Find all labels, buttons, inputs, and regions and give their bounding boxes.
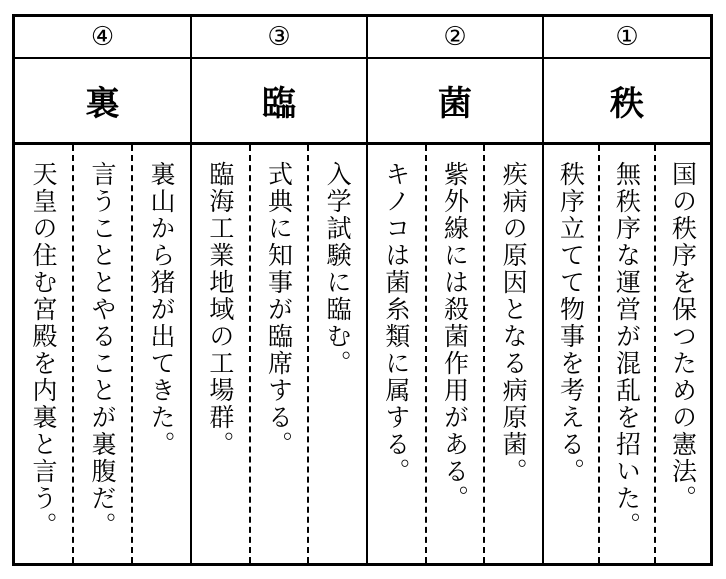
number-label: ① <box>615 22 639 52</box>
kanji-row <box>15 59 710 145</box>
sentence-column <box>15 145 72 563</box>
header-number-2 <box>366 17 542 57</box>
example-sentence: 無秩序な運営が混乱を招いた。 <box>612 161 642 539</box>
sentence-group-1 <box>542 145 710 563</box>
sentence-group-3 <box>190 145 366 563</box>
kanji-label: 菌 <box>438 84 472 124</box>
header-kanji-3 <box>190 59 366 142</box>
header-kanji-2 <box>366 59 542 142</box>
sentence-column <box>598 145 654 563</box>
sentence-column <box>249 145 308 563</box>
kanji-practice-sheet <box>12 14 713 566</box>
sentence-column <box>131 145 190 563</box>
example-sentence: キノコは菌糸類に属する。 <box>381 161 411 485</box>
sentence-group-2 <box>366 145 542 563</box>
sentence-column <box>192 145 249 563</box>
example-sentence: 紫外線には殺菌作用がある。 <box>440 161 470 512</box>
number-label: ④ <box>90 22 115 52</box>
header-number-1 <box>542 17 710 57</box>
example-sentence: 国の秩序を保つための憲法。 <box>668 161 698 512</box>
example-sentence: 式典に知事が臨席する。 <box>264 161 294 458</box>
example-sentence: 入学試験に臨む。 <box>323 161 353 377</box>
sentence-column <box>483 145 542 563</box>
sentence-column <box>307 145 366 563</box>
sentence-row <box>15 145 710 563</box>
example-sentence: 臨海工業地域の工場群。 <box>205 161 235 458</box>
kanji-label: 秩 <box>610 84 644 124</box>
header-number-3 <box>190 17 366 57</box>
kanji-label: 裏 <box>85 84 120 124</box>
sentence-column <box>368 145 425 563</box>
example-sentence: 裏山から猪が出てきた。 <box>147 161 176 458</box>
example-sentence: 言うこととやることが裏腹だ。 <box>88 161 117 539</box>
number-row <box>15 17 710 59</box>
header-kanji-4 <box>15 59 190 142</box>
number-label: ② <box>443 22 467 52</box>
number-label: ③ <box>267 22 291 52</box>
example-sentence: 天皇の住む宮殿を内裏と言う。 <box>29 161 58 539</box>
sentence-column <box>425 145 484 563</box>
kanji-label: 臨 <box>262 84 296 124</box>
sentence-column <box>544 145 598 563</box>
sentence-group-4 <box>15 145 190 563</box>
header-number-4 <box>15 17 190 57</box>
header-kanji-1 <box>542 59 710 142</box>
sentence-column <box>72 145 131 563</box>
sentence-column <box>654 145 710 563</box>
example-sentence: 疾病の原因となる病原菌。 <box>499 161 529 485</box>
example-sentence: 秩序立てて物事を考える。 <box>556 161 586 485</box>
